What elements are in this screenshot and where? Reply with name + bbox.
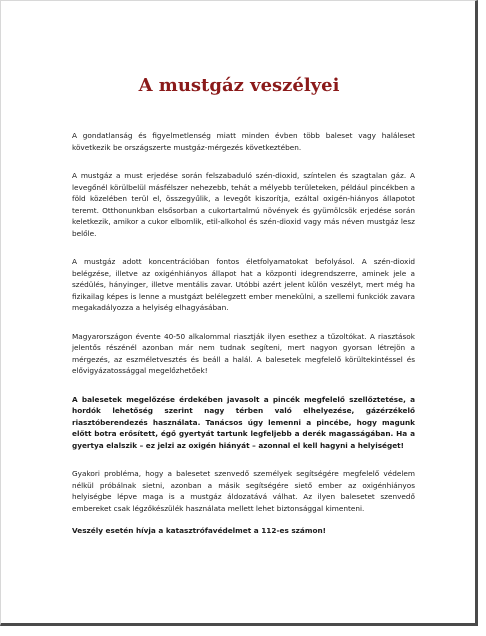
paragraph-emergency-call: Veszély esetén hívja a katasztrófavédelmet a 112-es számon! <box>72 526 326 535</box>
document-title: A mustgáz veszélyei <box>138 75 340 96</box>
document-body <box>72 130 415 554</box>
paragraph-rescue: Gyakori probléma, hogy a balesetet szenvedő személyek segítségére megfelelő védelem nélkül próbálnak sietni, azonban a másik segítségére siető ember az oxigénhiányos helyiségbe lépve maga is a mustgáz áldozatává válhat. Az ilyen balesetet szenvedő embereket csak légzőkészülék használata mellett lehet biztonsággal kimenteni. <box>72 469 415 513</box>
paragraph-intro: A gondatlanság és figyelmetlenség miatt minden évben több baleset vagy haláleset következik be országszerte mustgáz-mérgezés következtében. <box>72 131 415 152</box>
paragraph-definition: A mustgáz a must erjedése során felszabaduló szén-dioxid, színtelen és szagtalan gáz. A levegőnél körülbelül másfélszer nehezebb, tehát a mélyebb területeken, például pincékben a föld közelében terül el, összegyűlik, a levegőt kiszorítja, ezáltal oxigén-hiányos állapotot teremt. Otthonunkban elsősorban a cukortartalmú növények és gyümölcsök erjedése során keletkezik, amikor a cukor elbomlik, etil-alkohol és szén-dioxid vagy más néven mustgáz lesz belőle. <box>72 171 415 238</box>
paragraph-prevention: A balesetek megelőzése érdekében javasolt a pincék megfelelő szellőztetése, a hordók lehetőség szerint nagy térben való elhelyezése, gázérzékelő riasztóberendezés használata. Tanácsos úgy lemenni a pincébe, hogy magunk előtt botra erősített, égő gyertyát tartunk legfeljebb a derék magasságában. Ha a gyertya elalszik – ez jelzi az oxigén hiányát – azonnal el kell hagyni a helyiséget! <box>72 394 415 450</box>
paragraph-statistics: Magyarországon évente 40-50 alkalommal riasztják ilyen esethez a tűzoltókat. A riasztások jelentős részénél azonban már nem tudnak segíteni, mert nagyon gyorsan létrejön a mérgezés, az eszméletvesztés és beáll a halál. A balesetek megfelelő körültekintéssel és elővigyázatossággal megelőzhetőek! <box>72 331 415 375</box>
paragraph-effects: A mustgáz adott koncentrációban fontos életfolyamatokat befolyásol. A szén-dioxid belégzése, illetve az oxigénhiányos állapot hat a központi idegrendszerre, aminek jele a szédülés, hányinger, illetve mentális zavar. Utóbbi azért jelent külön veszélyt, mert még ha fizikailag képes is lenne a mustgázt belélegzett ember menekülni, a szellemi funkciók zavara megakadályozza a helyiség elhagyásában. <box>72 257 415 312</box>
